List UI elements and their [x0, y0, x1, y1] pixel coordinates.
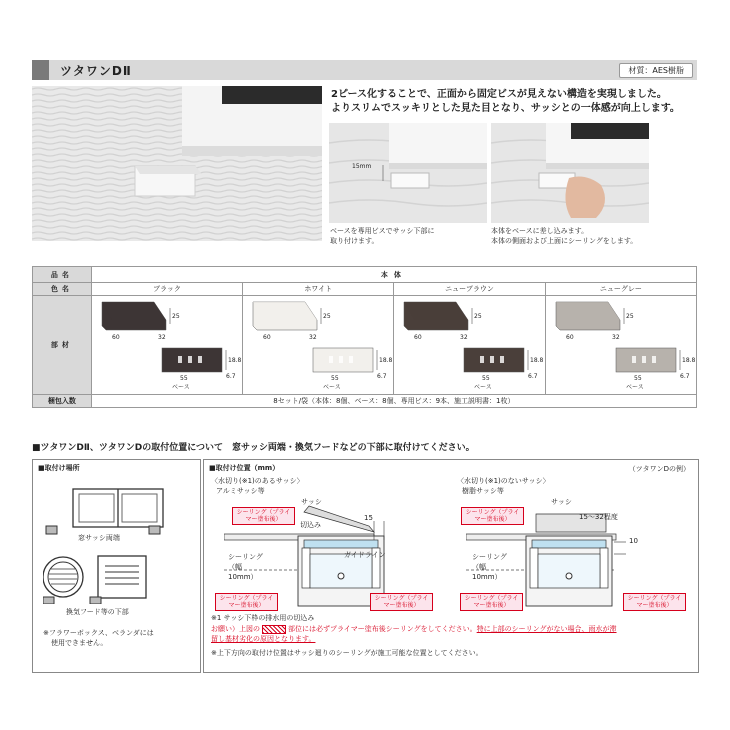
- location-illustration: [43, 484, 188, 604]
- part-cell-brown: [394, 296, 544, 394]
- left-note-line-2: 使用できません。: [51, 639, 108, 647]
- dim-6-7: 6.7: [528, 373, 538, 380]
- product-title: ツタワンDⅡ: [60, 64, 132, 78]
- caption-base: [330, 226, 435, 246]
- color-name-black: ブラック: [91, 283, 242, 296]
- color-name-brown: ニューブラウン: [394, 283, 545, 296]
- dim-25: 25: [625, 313, 634, 320]
- diagram-left-cut: 切込み: [300, 521, 321, 529]
- part-drawing: [92, 296, 242, 394]
- part-drawing: [243, 296, 393, 394]
- diagram-left-sash: サッシ: [301, 498, 322, 506]
- part-drawing: [546, 296, 696, 394]
- diagram-right-seal-br: シーリング（プライマー塗布後）: [623, 593, 686, 611]
- base-slot: [349, 356, 353, 363]
- dim-32: 32: [309, 334, 317, 341]
- product-header: [32, 60, 697, 80]
- dim-18-8: 18.8: [379, 357, 393, 364]
- base-slot: [500, 356, 504, 363]
- diagram-right-sub: 樹脂サッシ等: [462, 487, 504, 495]
- intro-text: [331, 88, 680, 116]
- install-location-title: ■取付け場所: [38, 464, 80, 472]
- dim-18-8: 18.8: [681, 357, 696, 364]
- dim-32: 32: [157, 334, 166, 341]
- dim-60: 60: [111, 334, 120, 341]
- dim-55: 55: [331, 375, 339, 382]
- example-label: （ツタワンDの例）: [628, 465, 690, 473]
- spec-row-color: [33, 283, 697, 296]
- caption-body-line-2: 本体の側面および上面にシーリングをします。: [491, 237, 638, 245]
- spec-label-name: 品名: [33, 267, 92, 283]
- main-product-photo: [32, 86, 322, 241]
- diagram-right-seal-bl: シーリング（プライマー塗布後）: [460, 593, 523, 611]
- base-label: ベース: [323, 384, 341, 391]
- dim-55: 55: [633, 375, 642, 382]
- spec-label-color: 色名: [33, 283, 92, 296]
- base-slot: [652, 356, 656, 363]
- dim-18-8: 18.8: [227, 357, 242, 364]
- dim-55: 55: [482, 375, 490, 382]
- dim-25: 25: [171, 313, 180, 320]
- spec-row-name: [33, 267, 697, 283]
- base-slot: [632, 356, 636, 363]
- dim-60: 60: [414, 334, 422, 341]
- diagram-left-seal-br: シーリング（プライマー塗布後）: [370, 593, 433, 611]
- label-window-ends: 窓サッシ両端: [78, 534, 120, 542]
- dim-6-7: 6.7: [225, 373, 236, 380]
- note-request-b: 部位には必ずプライマー塗布後シーリングをしてください。: [288, 625, 477, 633]
- hatch-symbol: [262, 625, 286, 634]
- base-label: ベース: [625, 384, 644, 391]
- diagram-left-title: 〈水切り(※1)のあるサッシ〉: [211, 477, 304, 485]
- dim-60: 60: [263, 334, 271, 341]
- spec-label-parts: 部材: [33, 296, 92, 395]
- base-label: ベース: [171, 384, 190, 391]
- dim-32: 32: [460, 334, 468, 341]
- caption-body: [491, 226, 637, 246]
- material-badge: 材質：AES樹脂: [619, 63, 693, 78]
- part-cell-gray: [546, 296, 696, 394]
- spec-label-pack: 梱包入数: [33, 395, 92, 408]
- dim-55: 55: [179, 375, 188, 382]
- body-top: [404, 302, 468, 320]
- dim-15mm-label: 15mm: [352, 163, 372, 170]
- note-request-d: 留し基材劣化の原因となります。: [211, 635, 316, 643]
- base-label: ベース: [474, 384, 493, 391]
- color-name-gray: ニューグレー: [545, 283, 696, 296]
- part-drawing: [394, 296, 544, 394]
- diagram-right-sash: サッシ: [551, 498, 572, 506]
- dim-25: 25: [474, 313, 482, 320]
- spec-table: [32, 266, 697, 408]
- diagram-left-guide: ガイドライン: [344, 551, 386, 559]
- caption-base-line-1: ベースを専用ビスでサッシ下部に: [330, 227, 435, 235]
- base-slot: [490, 356, 494, 363]
- install-position-panel: [203, 459, 699, 673]
- caption-body-line-1: 本体をベースに差し込みます。: [491, 227, 589, 235]
- diagram-right-title: 〈水切り(※1)のないサッシ〉: [457, 477, 550, 485]
- note-request: [211, 624, 691, 644]
- part-cell-black: [92, 296, 242, 394]
- caption-base-line-2: 取り付けます。: [330, 237, 379, 245]
- spec-row-pack: [33, 395, 697, 408]
- base-slot: [642, 356, 646, 363]
- base-slot: [329, 356, 333, 363]
- spec-row-parts: [33, 296, 697, 395]
- diagram-left-sub: アルミサッシ等: [216, 487, 265, 495]
- left-note-line-1: ※フラワーボックス、ベランダには: [43, 629, 154, 637]
- dim-18-8: 18.8: [530, 357, 544, 364]
- left-note: [43, 628, 154, 648]
- part-cell-white: [243, 296, 393, 394]
- body-top: [556, 302, 620, 320]
- intro-line-1: 2ピース化することで、正面から固定ビスが見えない構造を実現しました。: [331, 89, 667, 100]
- diagram-left-seal-top: シーリング（プライマー塗布後）: [232, 507, 295, 525]
- dim-60: 60: [565, 334, 574, 341]
- note-cut: ※1 サッシ下枠の排水用の切込み: [211, 614, 315, 622]
- note-request-a: お願い）上図の: [211, 625, 260, 633]
- diagram-left-dim15: 15: [364, 514, 373, 522]
- base-slot: [188, 356, 192, 363]
- dim-6-7: 6.7: [679, 373, 690, 380]
- note-request-c: 特に上部のシーリングがない場合、雨水が滞: [476, 625, 617, 633]
- base-slot: [178, 356, 182, 363]
- spec-value-pack: 8セット/袋（本体：8個、ベース：8個、専用ビス：9本、施工説明書：1枚）: [91, 395, 696, 408]
- label-hood: 換気フード等の下部: [66, 608, 129, 616]
- step-photo-base: [329, 123, 487, 223]
- diagram-right-seal-top: シーリング（プライマー塗布後）: [461, 507, 524, 525]
- diagram-right-dim-range: 15～32程度: [579, 513, 618, 521]
- diagram-right-dim10: 10: [629, 537, 638, 545]
- dim-6-7: 6.7: [377, 373, 387, 380]
- diagram-right-seal-width: シーリング（幅10mm）: [472, 553, 507, 581]
- section2-heading: ■ツタワンDⅡ、ツタワンDの取付位置について 窓サッシ両端・換気フードなどの下部に取付けてください。: [32, 443, 475, 453]
- dim-32: 32: [611, 334, 620, 341]
- install-location-panel: [32, 459, 201, 673]
- color-name-white: ホワイト: [243, 283, 394, 296]
- dim-25: 25: [323, 313, 331, 320]
- body-top: [253, 302, 317, 320]
- base-slot: [198, 356, 202, 363]
- body-top: [102, 302, 166, 320]
- diagram-left-seal-bl: シーリング（プライマー塗布後）: [215, 593, 278, 611]
- install-position-title: ■取付け位置（mm）: [209, 464, 280, 472]
- step-photo-body: [491, 123, 649, 223]
- base-slot: [339, 356, 343, 363]
- diagram-left-seal-width: シーリング（幅10mm）: [228, 553, 263, 581]
- spec-value-name: 本体: [91, 267, 696, 283]
- intro-line-2: よりスリムでスッキリとした見た目となり、サッシとの一体感が向上します。: [331, 103, 680, 114]
- base-slot: [480, 356, 484, 363]
- header-accent: [32, 60, 49, 80]
- note-position: ※上下方向の取付け位置はサッシ廻りのシーリングが施工可能な位置としてください。: [211, 649, 483, 657]
